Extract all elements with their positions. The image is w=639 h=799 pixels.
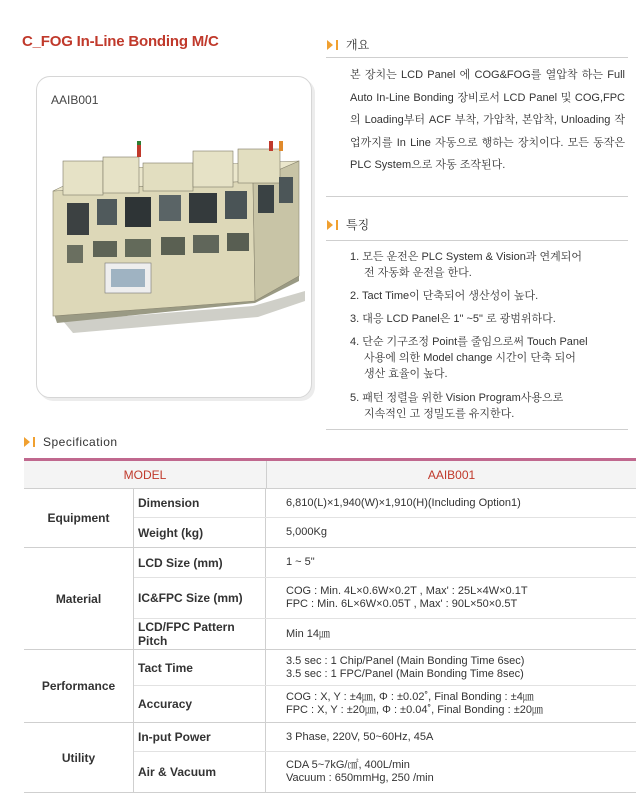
row-value — [266, 752, 636, 792]
arrow-icon — [327, 220, 333, 230]
row-label: LCD/FPC Pattern Pitch — [134, 619, 266, 649]
row-value — [266, 723, 636, 751]
value-line: 3 Phase, 220V, 50~60Hz, 45A — [286, 730, 434, 743]
value-line: COG : X, Y : ±4㎛, Φ : ±0.02˚, Final Bonding : ±4㎛ — [286, 691, 534, 703]
arrow-icon — [327, 40, 333, 50]
value-line: 6,810(L)×1,940(W)×1,910(H)(Including Option1) — [286, 496, 521, 509]
feature-line: 5. 패턴 정렬을 위한 Vision Program사용으로 — [350, 392, 564, 404]
feature-line: 사용에 의한 Model change 시간이 단축 되어 — [364, 352, 576, 364]
row-value — [266, 518, 636, 547]
spec-group-equipment — [24, 489, 636, 548]
spec-row — [134, 619, 636, 649]
group-name: Performance — [24, 650, 134, 722]
feature-item-5 — [350, 390, 563, 422]
spec-heading-text: Specification — [43, 435, 118, 449]
spec-heading — [24, 435, 118, 449]
spec-row — [134, 548, 636, 578]
row-label: Weight (kg) — [134, 518, 266, 547]
arrow-icon — [24, 437, 30, 447]
feature-line: 4. 단순 기구조정 Point를 줄임으로써 Touch Panel — [350, 336, 588, 348]
value-line: Vacuum : 650mmHg, 250 /min — [286, 772, 434, 784]
row-label: IC&FPC Size (mm) — [134, 578, 266, 618]
value-line: COG : Min. 4L×0.6W×0.2T , Max' : 25L×4W×0.1T — [286, 585, 528, 597]
overview-text: 본 장치는 LCD Panel 에 COG&FOG를 열압착 하는 Full Auto In-Line Bonding 장비로서 LCD Panel 및 COG,FPC의 Loading부터 ACF 부착, 가압착, 본압착, Unloading 작업까지를 In Line 자동으로 행하는 장치이다. 모든 동작은 PLC System으로 자동 조작된다. — [350, 69, 625, 171]
page-title: C_FOG In-Line Bonding M/C — [22, 33, 219, 50]
row-label: Dimension — [134, 489, 266, 517]
feature-line: 2. Tact Time이 단축되어 생산성이 높다. — [350, 290, 539, 302]
feature-line: 생산 효율이 높다. — [364, 368, 448, 380]
spec-row — [134, 650, 636, 686]
value-line: 3.5 sec : 1 Chip/Panel (Main Bonding Time 6sec) — [286, 654, 525, 667]
row-value — [266, 650, 636, 685]
divider-bar — [336, 220, 338, 230]
group-name: Equipment — [24, 489, 134, 547]
divider-bar — [336, 40, 338, 50]
value-line: 5,000Kg — [286, 526, 327, 538]
feature-line: 전 자동화 운전을 한다. — [364, 267, 472, 279]
table-header — [24, 461, 636, 489]
value-line: FPC : Min. 6L×6W×0.05T , Max' : 90L×50×0.5T — [286, 598, 518, 610]
spec-group-material — [24, 548, 636, 650]
feature-item-1 — [350, 249, 582, 281]
row-value — [266, 489, 636, 517]
value-line: CDA 5~7kG/㎠, 400L/min — [286, 759, 410, 771]
machine-image — [43, 141, 305, 341]
feature-item-3 — [350, 311, 556, 327]
divider-bar — [33, 437, 35, 447]
spec-group-performance — [24, 650, 636, 723]
value-line: 3.5 sec : 1 FPC/Panel (Main Bonding Time 8sec) — [286, 667, 524, 680]
row-label: Air & Vacuum — [134, 752, 266, 792]
value-line: 1 ~ 5" — [286, 556, 315, 568]
features-heading — [327, 216, 369, 233]
row-label: Tact Time — [134, 650, 266, 685]
row-label: LCD Size (mm) — [134, 548, 266, 577]
overview-heading — [327, 36, 369, 53]
spec-row — [134, 686, 636, 722]
spec-row — [134, 578, 636, 619]
features-heading-text: 특징 — [346, 218, 370, 232]
header-model-value: AAIB001 — [266, 461, 636, 488]
spec-row — [134, 489, 636, 518]
row-value — [266, 578, 636, 618]
row-label: Accuracy — [134, 686, 266, 722]
feature-line: 1. 모든 운전은 PLC System & Vision과 연계되어 — [350, 251, 582, 263]
spec-group-utility — [24, 723, 636, 793]
spec-row — [134, 518, 636, 547]
overview-heading-text: 개요 — [346, 38, 370, 52]
row-value — [266, 548, 636, 577]
product-code: AAIB001 — [51, 93, 99, 107]
value-line: Min 14㎛ — [286, 627, 331, 640]
group-name: Material — [24, 548, 134, 649]
feature-item-4 — [350, 334, 588, 382]
row-value — [266, 619, 636, 649]
spec-table — [24, 458, 636, 799]
group-name: Utility — [24, 723, 134, 792]
product-card — [36, 76, 312, 398]
feature-item-2 — [350, 288, 538, 304]
spec-row — [134, 752, 636, 792]
row-value — [266, 686, 636, 722]
value-line: FPC : X, Y : ±20㎛, Φ : ±0.04˚, Final Bonding : ±20㎛ — [286, 704, 543, 716]
feature-line: 3. 대응 LCD Panel은 1" ~5" 로 광범위하다. — [350, 313, 556, 325]
feature-line: 지속적인 고 정밀도를 유지한다. — [364, 408, 515, 420]
spec-row — [134, 723, 636, 752]
row-label: In-put Power — [134, 723, 266, 751]
header-model: MODEL — [123, 467, 167, 482]
